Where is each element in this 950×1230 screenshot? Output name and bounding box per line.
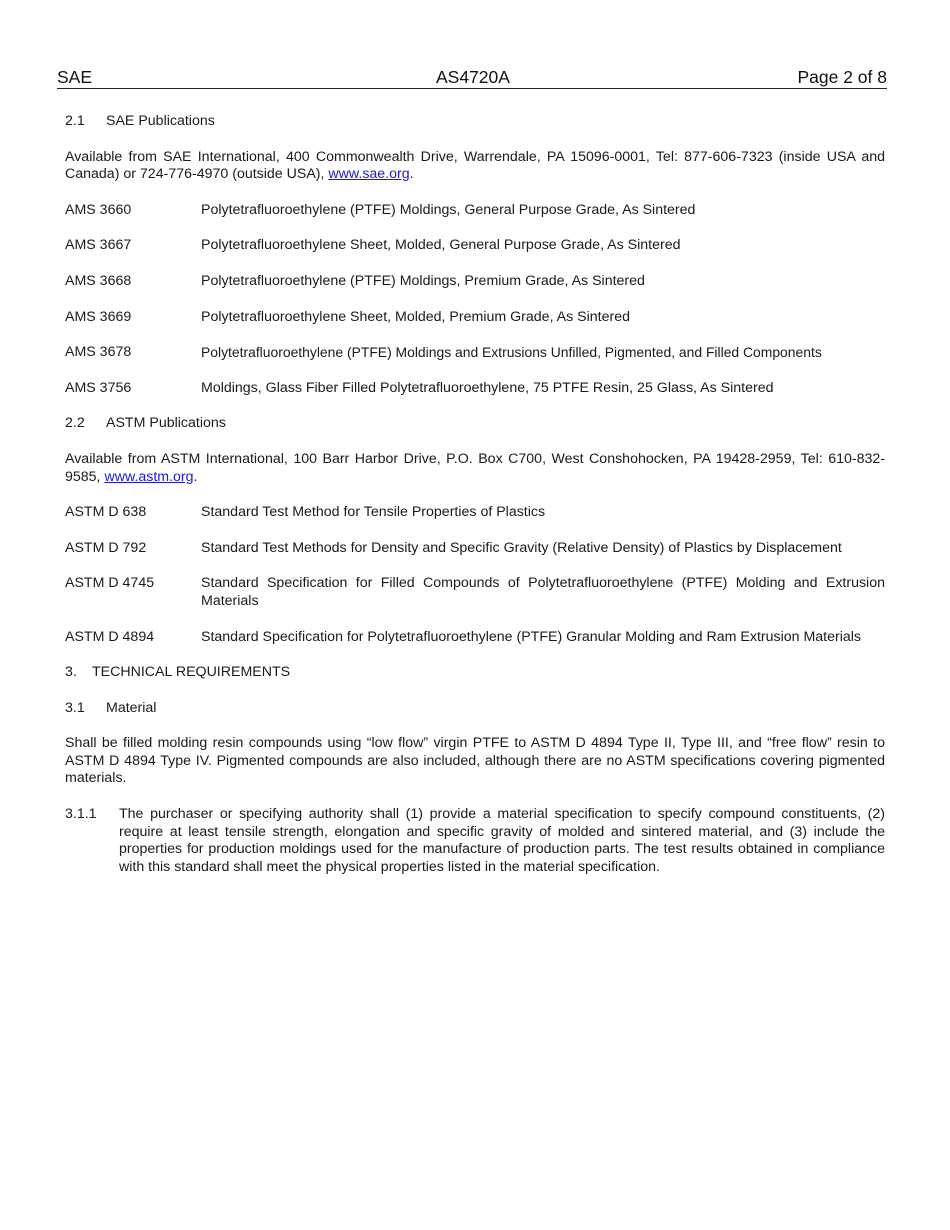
reference-code: ASTM D 638 [65, 504, 147, 521]
reference-title: Polytetrafluoroethylene Sheet, Molded, General Purpose Grade, As Sintered [201, 237, 681, 254]
reference-title: Polytetrafluoroethylene (PTFE) Moldings, Premium Grade, As Sintered [201, 272, 645, 289]
reference-entry [65, 629, 885, 647]
reference-code: AMS 3667 [65, 237, 132, 254]
reference-code: AMS 3756 [65, 379, 132, 396]
section-number: 2.1 [65, 113, 85, 129]
reference-entry [65, 309, 885, 327]
reference-entry [65, 540, 885, 558]
reference-title: Standard Test Methods for Density and Specific Gravity (Relative Density) of Plastics by Displacement [201, 539, 842, 556]
section-title: ASTM Publications [106, 415, 226, 432]
reference-entry [65, 273, 885, 291]
reference-entry [65, 504, 885, 522]
reference-code: AMS 3668 [65, 272, 132, 289]
section-title: TECHNICAL REQUIREMENTS [92, 664, 291, 681]
section-title: Material [106, 699, 157, 716]
section-number: 3. [65, 664, 77, 681]
section-title: SAE Publications [106, 113, 215, 129]
section-3-heading [65, 664, 885, 682]
availability-text: Available from ASTM International, 100 Barr Harbor Drive, P.O. Box C700, West Conshohocken, PA 19428-2959, Tel: 610-832-9585, [65, 450, 885, 485]
header-page-number: Page 2 of 8 [797, 67, 887, 87]
reference-code: AMS 3678 [65, 344, 132, 361]
reference-title: Standard Specification for Filled Compounds of Polytetrafluoroethylene (PTFE) Molding and Extrusion Materials [201, 575, 885, 609]
reference-code: ASTM D 4745 [65, 575, 155, 592]
section-2-1-heading [65, 113, 885, 131]
astm-availability-paragraph: Available from ASTM International, 100 Barr Harbor Drive, P.O. Box C700, West Conshohocken, PA 19428-2959, Tel: 610-832-9585, www.astm.org. [65, 450, 885, 485]
reference-title: Polytetrafluoroethylene (PTFE) Moldings, General Purpose Grade, As Sintered [201, 201, 696, 218]
subsection-body: The purchaser or specifying authority shall (1) provide a material specification to specify compound constituents, (2) require at least tensile strength, elongation and specific gravity of molded and sintered material, and (3) include the properties for production moldings used for the manufacture of production parts. The test results obtained in compliance with this standard shall meet the physical properties listed in the material specification. [119, 806, 885, 875]
reference-entry [65, 237, 885, 255]
reference-code: ASTM D 4894 [65, 628, 155, 645]
reference-entry [65, 575, 885, 610]
page-body [65, 113, 885, 894]
header-doc-id: AS4720A [436, 67, 510, 87]
subsection-number: 3.1.1 [65, 806, 97, 823]
header-org: SAE [57, 67, 93, 87]
reference-code: AMS 3669 [65, 308, 132, 325]
availability-text: Available from SAE International, 400 Commonwealth Drive, Warrendale, PA 15096-0001, Tel: 877-606-7323 (inside USA and Canada) or 724-776-4970 (outside USA), [65, 148, 885, 183]
subsection-3-1-1 [65, 806, 885, 876]
reference-code: AMS 3660 [65, 201, 132, 218]
section-3-1-heading [65, 700, 885, 718]
sae-website-link[interactable]: www.sae.org [328, 166, 410, 183]
section-number: 2.2 [65, 415, 85, 432]
reference-title: Polytetrafluoroethylene (PTFE) Moldings and Extrusions Unfilled, Pigmented, and Filled Components [201, 344, 822, 361]
reference-code: ASTM D 792 [65, 539, 147, 556]
reference-title: Standard Specification for Polytetrafluoroethylene (PTFE) Granular Molding and Ram Extrusion Materials [201, 628, 862, 645]
section-number: 3.1 [65, 699, 85, 716]
section-2-2-heading [65, 415, 885, 433]
reference-title: Moldings, Glass Fiber Filled Polytetrafluoroethylene, 75 PTFE Resin, 25 Glass, As Sintered [201, 379, 774, 396]
reference-entry [65, 344, 885, 362]
reference-title: Standard Test Method for Tensile Properties of Plastics [201, 504, 546, 521]
reference-entry [65, 380, 885, 398]
page-header [57, 66, 887, 89]
reference-title: Polytetrafluoroethylene Sheet, Molded, Premium Grade, As Sintered [201, 308, 631, 325]
material-paragraph: Shall be filled molding resin compounds using “low flow” virgin PTFE to ASTM D 4894 Type II, Type III, and “free flow” resin to ASTM D 4894 Type IV. Pigmented compounds are also included, although there are no ASTM specifications covering pigmented materials. [65, 735, 885, 787]
sae-availability-paragraph: Available from SAE International, 400 Commonwealth Drive, Warrendale, PA 15096-0001, Tel: 877-606-7323 (inside USA and Canada) or 724-776-4970 (outside USA), www.sae.org. [65, 148, 885, 183]
astm-website-link[interactable]: www.astm.org [104, 468, 194, 485]
reference-entry [65, 202, 885, 220]
